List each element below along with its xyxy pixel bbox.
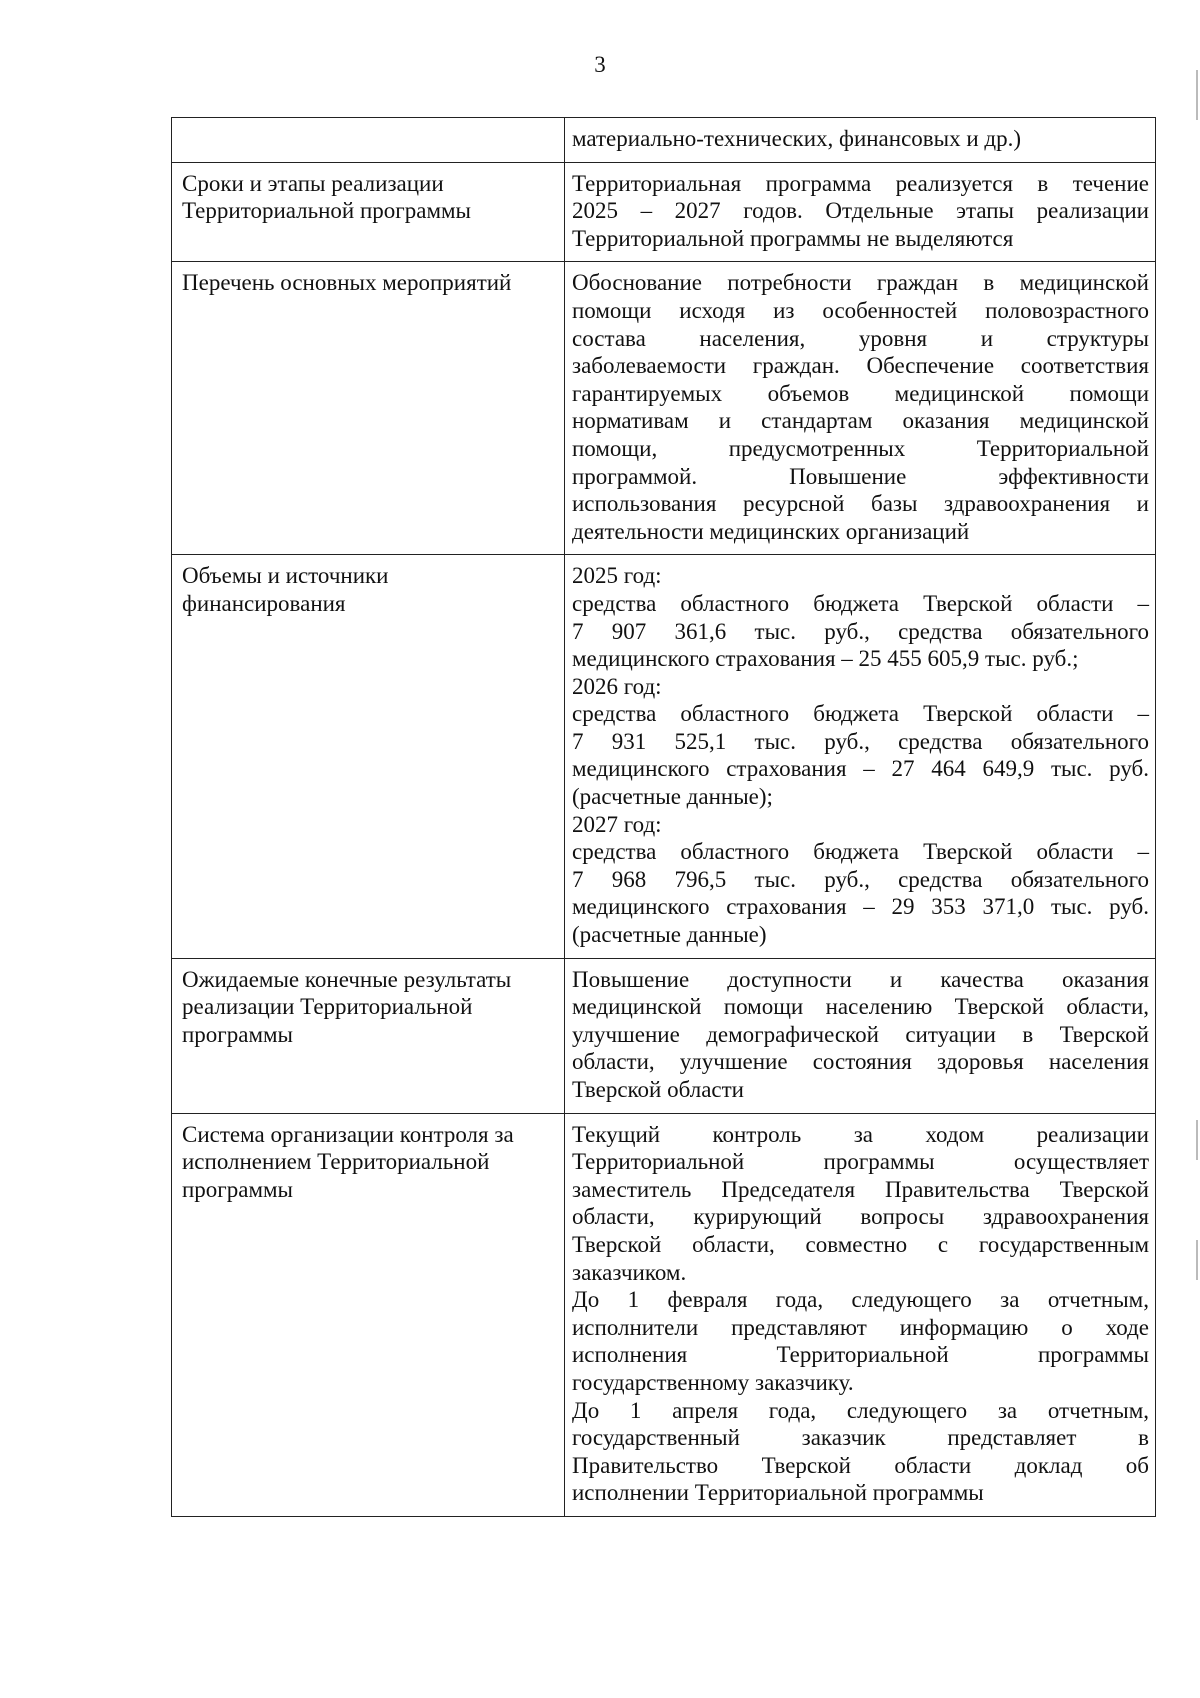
label-line: исполнением Территориальной [182, 1149, 490, 1175]
row-label-cell [172, 162, 565, 262]
label-line: Перечень основных мероприятий [182, 270, 512, 296]
table-body [172, 118, 1156, 1517]
value-line: (расчетные данные) [572, 922, 767, 948]
row-value-cell [565, 555, 1156, 958]
label-line: Сроки и этапы реализации [182, 170, 444, 196]
value-line: материально-технических, финансовых и др.) [572, 126, 1022, 151]
value-line: медицинского страхования – 25 455 605,9 тыс. руб.; [572, 646, 1079, 672]
table-row [172, 958, 1156, 1113]
label-line: Система организации контроля за [182, 1121, 514, 1147]
value-line: 2027 год: [572, 811, 662, 837]
value-line: Правительство Тверской области доклад об [572, 1452, 1149, 1478]
value-line: государственный заказчик представляет в [572, 1425, 1149, 1451]
table-row [172, 262, 1156, 555]
scan-edge-mark [1196, 1120, 1198, 1160]
label-line: финансирования [182, 590, 346, 616]
row-value-cell [565, 1113, 1156, 1516]
value-line: гарантируемых объемов медицинской помощи [572, 380, 1149, 406]
value-line: исполнения Территориальной программы [572, 1342, 1149, 1368]
value-line: области, курирующий вопросы здравоохранения [572, 1204, 1149, 1230]
scan-edge-mark [1196, 70, 1198, 120]
table-row [172, 555, 1156, 958]
value-line: 2026 год: [572, 673, 662, 699]
value-line: Тверской области, совместно с государственным [572, 1231, 1149, 1257]
table-row [172, 162, 1156, 262]
value-line: заказчиком. [572, 1259, 687, 1285]
scan-edge-mark [1196, 1240, 1198, 1280]
label-line: программы [182, 1021, 294, 1047]
row-value-cell [565, 162, 1156, 262]
value-line: области, улучшение состояния здоровья населения [572, 1049, 1149, 1075]
value-line: заместитель Председателя Правительства Тверской [572, 1176, 1149, 1202]
label-line: реализации Территориальной [182, 994, 473, 1020]
value-line: помощи исходя из особенностей половозрастного [572, 297, 1149, 323]
value-line: Территориальной программы не выделяются [572, 225, 1014, 251]
value-line: Обоснование потребности граждан в медицинской [572, 270, 1149, 296]
value-line: заболеваемости граждан. Обеспечение соответствия [572, 353, 1149, 379]
program-passport-table [171, 117, 1156, 1517]
label-line: Ожидаемые конечные результаты [182, 966, 512, 992]
value-line: деятельности медицинских организаций [572, 518, 970, 544]
value-line: использования ресурсной базы здравоохранения и [572, 491, 1149, 517]
value-line: Территориальная программа реализуется в течение [572, 170, 1149, 196]
label-line: Объемы и источники [182, 563, 389, 589]
value-line: Территориальной программы осуществляет [572, 1149, 1149, 1175]
value-line: Повышение доступности и качества оказания [572, 966, 1149, 992]
value-line: программой. Повышение эффективности [572, 463, 1149, 489]
row-value-cell [565, 118, 1156, 163]
label-line: программы [182, 1176, 294, 1202]
value-line: помощи, предусмотренных Территориальной [572, 435, 1149, 461]
row-label-cell [172, 555, 565, 958]
value-line: До 1 февраля года, следующего за отчетным, [572, 1287, 1149, 1313]
value-line: состава населения, уровня и структуры [572, 325, 1149, 351]
value-line: Тверской области [572, 1077, 744, 1102]
value-line: средства областного бюджета Тверской области – [572, 701, 1149, 727]
value-line: государственному заказчику. [572, 1369, 854, 1395]
table-row [172, 118, 1156, 163]
row-value-cell [565, 958, 1156, 1113]
value-line: медицинского страхования – 29 353 371,0 тыс. руб. [572, 894, 1149, 920]
row-label-cell [172, 118, 565, 163]
value-line: 7 968 796,5 тыс. руб., средства обязательного [572, 866, 1149, 892]
table-row [172, 1113, 1156, 1516]
value-line: нормативам и стандартам оказания медицинской [572, 408, 1149, 434]
value-line: исполнители представляют информацию о ходе [572, 1314, 1149, 1340]
value-line: улучшение демографической ситуации в Тверской [572, 1021, 1149, 1047]
value-line: исполнении Территориальной программы [572, 1480, 984, 1506]
value-line: 7 931 525,1 тыс. руб., средства обязательного [572, 728, 1149, 754]
value-line: 2025 год: [572, 563, 662, 589]
value-line: медицинского страхования – 27 464 649,9 тыс. руб. [572, 756, 1149, 782]
value-line: средства областного бюджета Тверской области – [572, 590, 1149, 616]
label-line: Территориальной программы [182, 198, 472, 224]
value-line: (расчетные данные); [572, 784, 773, 810]
page-number: 3 [594, 52, 606, 77]
row-label-cell [172, 1113, 565, 1516]
value-line: Текущий контроль за ходом реализации [572, 1121, 1149, 1147]
value-line: 7 907 361,6 тыс. руб., средства обязательного [572, 618, 1149, 644]
value-line: 2025 – 2027 годов. Отдельные этапы реализации [572, 198, 1149, 224]
row-label-cell [172, 262, 565, 555]
row-label-cell [172, 958, 565, 1113]
value-line: средства областного бюджета Тверской области – [572, 839, 1149, 865]
row-value-cell [565, 262, 1156, 555]
value-line: До 1 апреля года, следующего за отчетным, [572, 1397, 1149, 1423]
value-line: медицинской помощи населению Тверской области, [572, 994, 1149, 1020]
